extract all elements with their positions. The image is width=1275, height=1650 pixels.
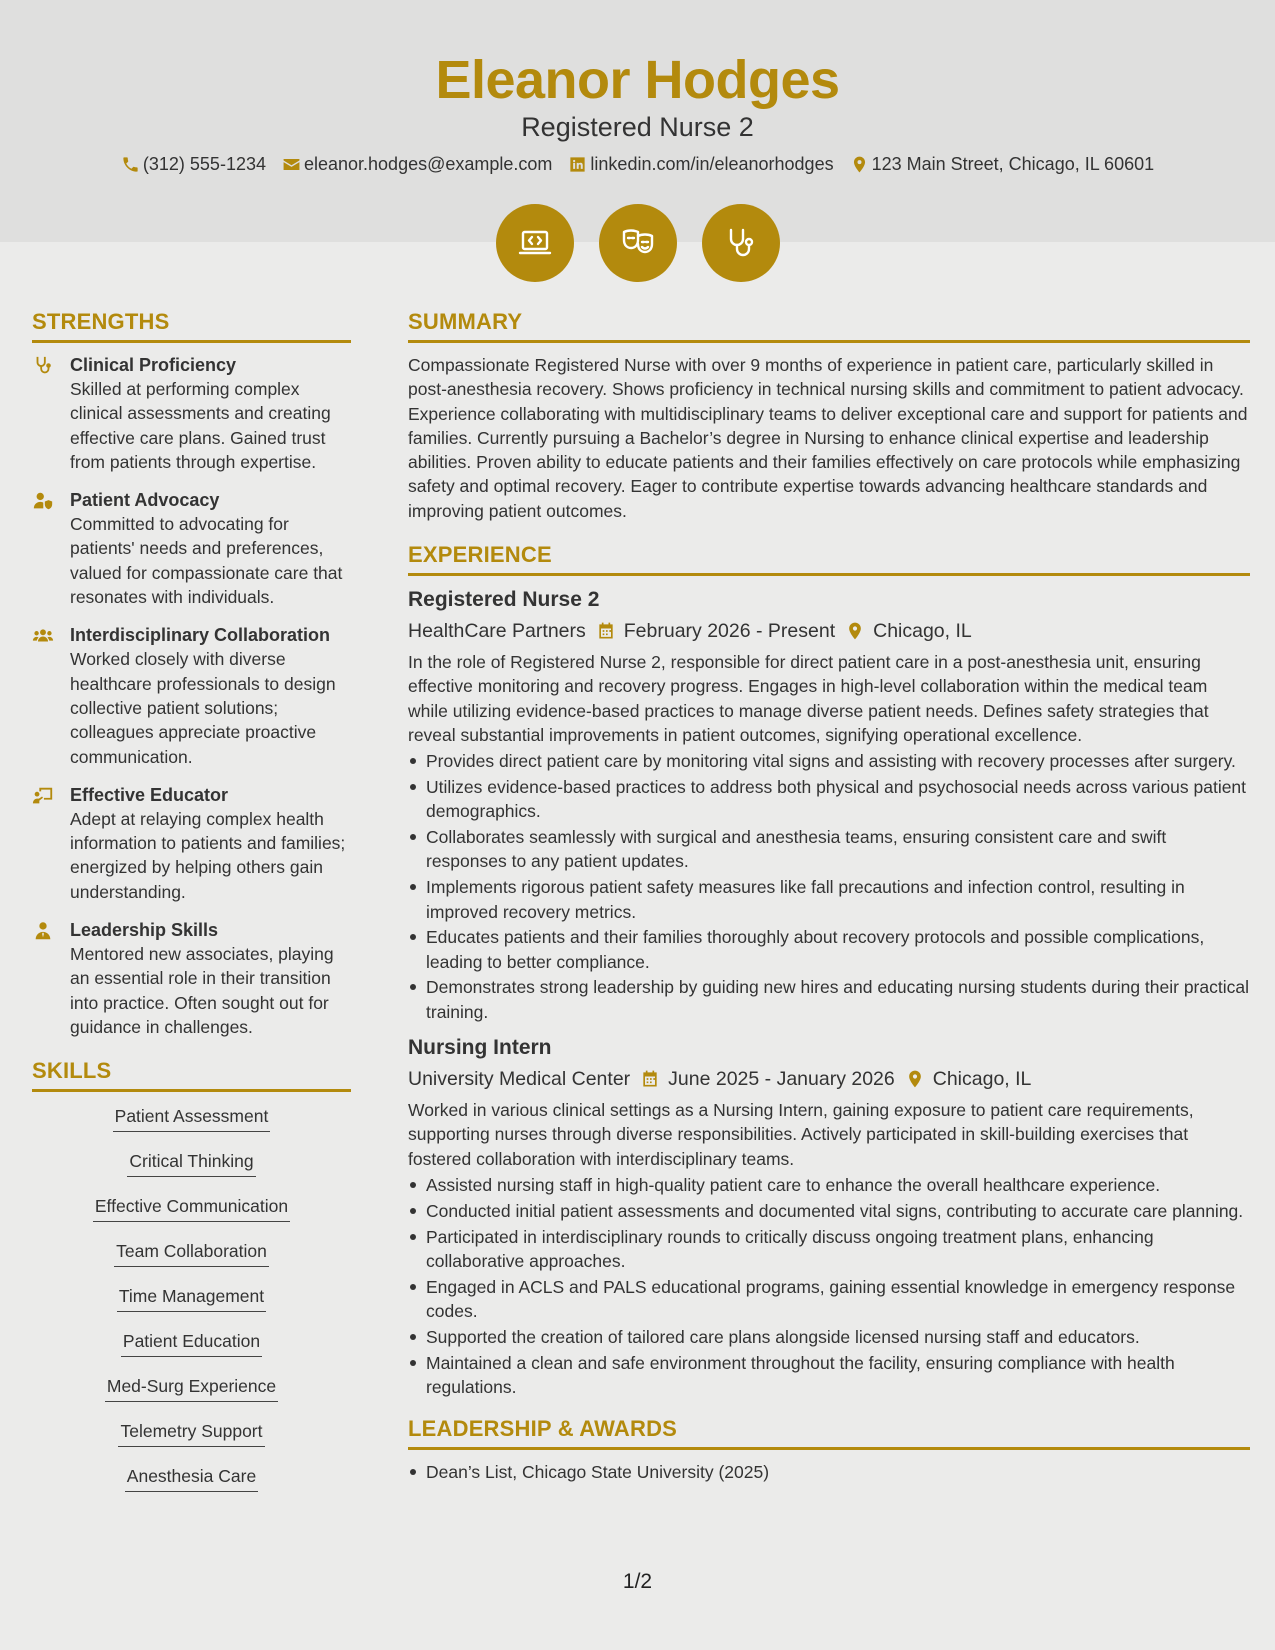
right-column bbox=[408, 308, 1250, 1486]
badge-stethoscope bbox=[702, 204, 780, 282]
calendar-icon bbox=[596, 621, 616, 641]
badge-laptop-code bbox=[496, 204, 574, 282]
user-shield-icon bbox=[32, 490, 54, 512]
strength-desc: Committed to advocating for patients' needs and preferences, valued for compassionate care that resonates with individuals. bbox=[70, 514, 343, 608]
job-dates: February 2026 - Present bbox=[623, 620, 836, 643]
contact-email-text: eleanor.hodges@example.com bbox=[303, 154, 553, 174]
job-bullets bbox=[408, 749, 1250, 1024]
map-pin-icon bbox=[850, 155, 869, 174]
contact-email[interactable] bbox=[282, 151, 552, 177]
badge-theater-masks bbox=[599, 204, 677, 282]
experience-heading: EXPERIENCE bbox=[408, 541, 1250, 576]
job-bullets bbox=[408, 1173, 1250, 1399]
list-item: Supported the creation of tailored care plans alongside licensed nursing staff and educators. bbox=[408, 1325, 1250, 1349]
calendar-icon bbox=[640, 1069, 660, 1089]
list-item: Assisted nursing staff in high-quality patient care to enhance the overall healthcare experience. bbox=[408, 1173, 1250, 1197]
strength-desc: Skilled at performing complex clinical assessments and creating effective care plans. Gained trust from patients through expertise. bbox=[70, 379, 331, 472]
awards-list bbox=[408, 1460, 1250, 1484]
candidate-title: Registered Nurse 2 bbox=[521, 112, 754, 142]
job-description: Worked in various clinical settings as a Nursing Intern, gaining exposure to patient care requirements, supporting nurses through diverse responsibilities. Actively participated in skill-building exercises that fostered collaboration with interdisciplinary teams. bbox=[408, 1100, 1194, 1169]
skill-item: Telemetry Support bbox=[118, 1417, 264, 1447]
summary-heading: SUMMARY bbox=[408, 308, 1250, 343]
strength-desc: Adept at relaying complex health information to patients and families; energized by helping others gain understanding. bbox=[70, 808, 346, 902]
stethoscope-icon bbox=[721, 223, 761, 263]
skill-item: Team Collaboration bbox=[114, 1237, 269, 1267]
map-pin-icon bbox=[905, 1069, 925, 1089]
contact-row bbox=[0, 151, 1275, 177]
skill-item: Anesthesia Care bbox=[125, 1462, 258, 1492]
envelope-icon bbox=[282, 155, 301, 174]
phone-icon bbox=[121, 155, 140, 174]
strength-item bbox=[32, 488, 351, 609]
list-item: Demonstrates strong leadership by guiding new hires and educating nursing students during their practical training. bbox=[408, 975, 1250, 1024]
summary-text: Compassionate Registered Nurse with over 9 months of experience in patient care, particularly skilled in post-anesthesia recovery. Shows proficiency in technical nursing skills and commitment to patient advocacy. Experience collaborating with multidisciplinary teams to deliver exceptional care and support for patients and families. Currently pursuing a Bachelor’s degree in Nursing to enhance clinical expertise and leadership abilities. Proven ability to educate patients and their families effectively on care protocols while emphasizing safety and optimal recovery. Eager to contribute expertise towards advancing healthcare standards and improving patient outcomes. bbox=[408, 355, 1248, 521]
laptop-code-icon bbox=[515, 223, 555, 263]
skill-item: Time Management bbox=[117, 1282, 266, 1312]
strength-item bbox=[32, 353, 351, 474]
skill-item: Critical Thinking bbox=[127, 1147, 255, 1177]
job-entry bbox=[408, 586, 1250, 1024]
list-item: Participated in interdisciplinary rounds to critically discuss ongoing treatment plans, enhancing collaborative approaches. bbox=[408, 1225, 1250, 1274]
contact-phone-text: (312) 555-1234 bbox=[142, 154, 266, 174]
chalkboard-teacher-icon bbox=[32, 785, 54, 807]
job-dates: June 2025 - January 2026 bbox=[668, 1068, 895, 1091]
strength-desc: Worked closely with diverse healthcare professionals to design collective patient solutions; colleagues appreciate proactive communication. bbox=[70, 649, 336, 767]
list-item: Dean’s List, Chicago State University (2025) bbox=[408, 1460, 1250, 1484]
contact-address-text: 123 Main Street, Chicago, IL 60601 bbox=[871, 154, 1155, 174]
list-item: Provides direct patient care by monitoring vital signs and assisting with recovery processes after surgery. bbox=[408, 749, 1250, 773]
list-item: Engaged in ACLS and PALS educational programs, gaining essential knowledge in emergency response codes. bbox=[408, 1275, 1250, 1324]
strength-item bbox=[32, 623, 351, 768]
list-item: Conducted initial patient assessments and documented vital signs, contributing to accurate care planning. bbox=[408, 1199, 1250, 1223]
job-description: In the role of Registered Nurse 2, responsible for direct patient care in a post-anesthesia unit, ensuring effective monitoring and recovery progress. Engages in high-level collaboration within the medical team while utilizing evidence-based practices to manage diverse patient needs. Defines safety strategies that reveal substantial improvements in patient outcomes, signifying operational excellence. bbox=[408, 652, 1209, 745]
list-item: Implements rigorous patient safety measures like fall precautions and infection control, resulting in improved recovery metrics. bbox=[408, 875, 1250, 924]
strength-title: Interdisciplinary Collaboration bbox=[70, 625, 331, 646]
skill-item: Effective Communication bbox=[93, 1192, 290, 1222]
contact-linkedin[interactable] bbox=[568, 151, 833, 177]
job-title: Nursing Intern bbox=[408, 1036, 552, 1060]
strength-title: Clinical Proficiency bbox=[70, 355, 237, 375]
awards-heading: LEADERSHIP & AWARDS bbox=[408, 1415, 1250, 1450]
skill-item: Patient Assessment bbox=[113, 1102, 271, 1132]
job-entry bbox=[408, 1034, 1250, 1399]
job-company: University Medical Center bbox=[408, 1068, 631, 1091]
strengths-heading: STRENGTHS bbox=[32, 308, 351, 343]
strength-title: Effective Educator bbox=[70, 784, 229, 805]
strength-title: Patient Advocacy bbox=[70, 490, 220, 511]
strength-item bbox=[32, 918, 351, 1039]
list-item: Maintained a clean and safe environment throughout the facility, ensuring compliance with health regulations. bbox=[408, 1351, 1250, 1400]
job-location: Chicago, IL bbox=[932, 1068, 1032, 1091]
users-icon bbox=[32, 625, 54, 647]
list-item: Collaborates seamlessly with surgical and anesthesia teams, ensuring consistent care and swift responses to any patient updates. bbox=[408, 825, 1250, 874]
stethoscope-icon bbox=[32, 355, 54, 377]
list-item: Educates patients and their families thoroughly about recovery protocols and possible complications, leading to better compliance. bbox=[408, 925, 1250, 974]
job-meta bbox=[408, 616, 1250, 646]
job-meta bbox=[408, 1064, 1250, 1094]
skill-item: Patient Education bbox=[121, 1327, 262, 1357]
candidate-name: Eleanor Hodges bbox=[435, 50, 840, 110]
job-location: Chicago, IL bbox=[873, 620, 972, 643]
user-tie-icon bbox=[32, 920, 54, 942]
strength-desc: Mentored new associates, playing an essential role in their transition into practice. Often sought out for guidance in challenges. bbox=[70, 944, 334, 1037]
map-pin-icon bbox=[845, 621, 865, 641]
list-item: Utilizes evidence-based practices to address both physical and psychosocial needs across various patient demographics. bbox=[408, 775, 1250, 824]
job-title: Registered Nurse 2 bbox=[408, 588, 600, 612]
theater-masks-icon bbox=[618, 223, 658, 263]
left-column bbox=[32, 308, 351, 1507]
page-number: 1/2 bbox=[622, 1570, 653, 1593]
strength-item bbox=[32, 783, 351, 904]
skills-list bbox=[32, 1102, 351, 1507]
skill-item: Med-Surg Experience bbox=[105, 1372, 278, 1402]
contact-phone[interactable] bbox=[121, 151, 266, 177]
header-badges bbox=[0, 204, 1275, 282]
contact-address bbox=[850, 151, 1155, 177]
contact-linkedin-text: linkedin.com/in/eleanorhodges bbox=[590, 154, 834, 174]
job-company: HealthCare Partners bbox=[408, 620, 586, 643]
linkedin-icon bbox=[568, 155, 587, 174]
strength-title: Leadership Skills bbox=[70, 920, 219, 941]
skills-heading: SKILLS bbox=[32, 1057, 351, 1092]
